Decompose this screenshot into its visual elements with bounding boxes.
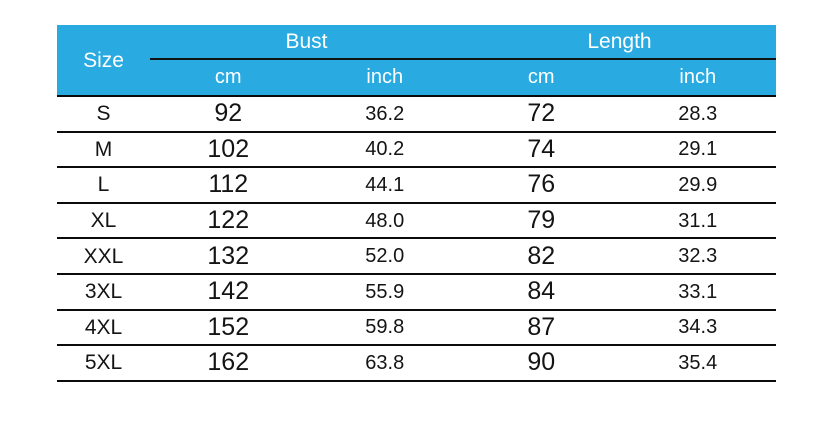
length-inch-cell: 29.9 (678, 173, 718, 196)
bust-cm-cell: 162 (207, 348, 250, 377)
bust-inch-cell: 63.8 (365, 351, 405, 374)
size-cell: S (96, 102, 111, 126)
size-cell: L (97, 173, 110, 197)
length-cm-cell: 90 (527, 348, 556, 377)
bust-inch-cell: 59.8 (365, 316, 405, 339)
header-length-cm: cm (527, 66, 555, 88)
length-cm-cell: 84 (527, 277, 556, 306)
header-group-bust: Bust (285, 30, 328, 53)
bust-inch-cell: 55.9 (365, 280, 405, 303)
header-size: Size (83, 48, 124, 72)
length-cm-cell: 87 (527, 312, 556, 341)
length-cm-cell: 82 (527, 241, 556, 270)
size-cell: 4XL (84, 315, 123, 339)
length-inch-cell: 28.3 (678, 102, 718, 125)
bust-cm-cell: 92 (214, 99, 243, 128)
size-cell: XXL (83, 244, 124, 268)
bust-cm-cell: 102 (207, 134, 250, 163)
size-cell: 5XL (84, 351, 123, 375)
table-row (57, 311, 776, 347)
header-length-inch: inch (679, 66, 717, 88)
length-inch-cell: 31.1 (678, 209, 718, 232)
table-row (57, 346, 776, 382)
bust-cm-cell: 132 (207, 241, 250, 270)
size-table (57, 25, 776, 382)
length-inch-cell: 33.1 (678, 280, 718, 303)
length-cm-cell: 76 (527, 170, 556, 199)
header-bust-inch: inch (366, 66, 404, 88)
length-cm-cell: 74 (527, 134, 556, 163)
header-group-length: Length (587, 30, 652, 53)
header-bust-cm: cm (214, 66, 242, 88)
bust-inch-cell: 36.2 (365, 102, 405, 125)
bust-inch-cell: 52.0 (365, 245, 405, 268)
bust-inch-cell: 48.0 (365, 209, 405, 232)
table-row (57, 239, 776, 275)
size-cell: M (94, 137, 113, 161)
bust-cm-cell: 152 (207, 312, 250, 341)
table-row (57, 204, 776, 240)
bust-inch-cell: 40.2 (365, 138, 405, 161)
length-cm-cell: 79 (527, 206, 556, 235)
length-inch-cell: 29.1 (678, 138, 718, 161)
bust-cm-cell: 142 (207, 277, 250, 306)
length-inch-cell: 34.3 (678, 316, 718, 339)
bust-inch-cell: 44.1 (365, 173, 405, 196)
length-inch-cell: 35.4 (678, 351, 718, 374)
length-inch-cell: 32.3 (678, 245, 718, 268)
table-body (57, 97, 776, 382)
table-row (57, 133, 776, 169)
table-row (57, 168, 776, 204)
bust-cm-cell: 112 (208, 170, 249, 199)
table-row (57, 275, 776, 311)
length-cm-cell: 72 (527, 99, 556, 128)
size-cell: XL (90, 209, 117, 233)
bust-cm-cell: 122 (207, 206, 250, 235)
table-row (57, 97, 776, 133)
size-cell: 3XL (84, 280, 123, 304)
table-header (57, 25, 776, 97)
